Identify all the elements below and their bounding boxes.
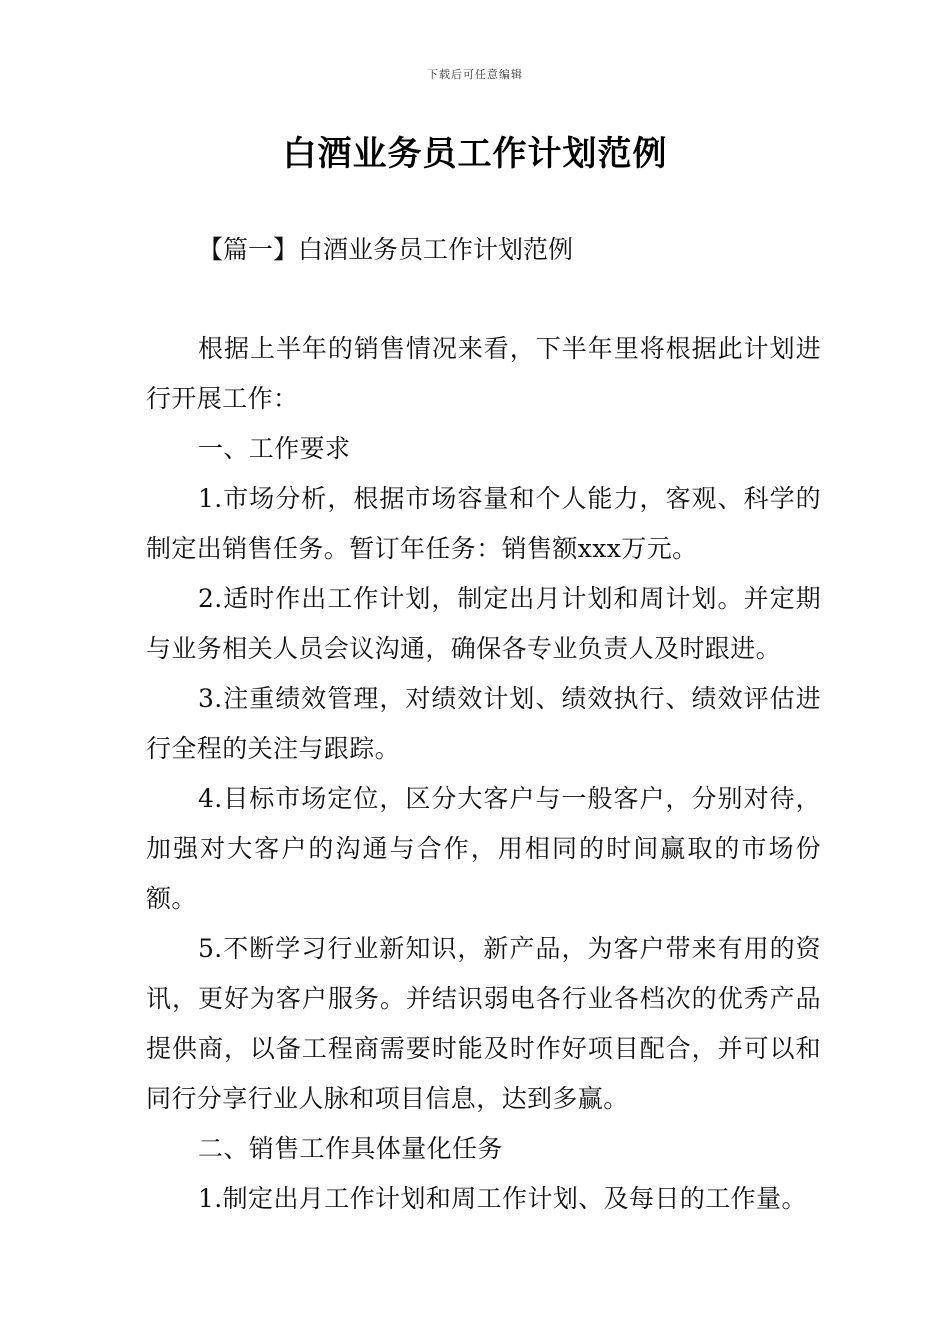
paragraph-item-1: 1.市场分析，根据市场容量和个人能力，客观、科学的制定出销售任务。暂订年任务：销售额xxx万元。 bbox=[146, 484, 821, 563]
paragraph-intro: 根据上半年的销售情况来看，下半年里将根据此计划进行开展工作： bbox=[146, 334, 821, 413]
header-note: 下载后可任意编辑 bbox=[427, 68, 523, 81]
paragraph-task-1: 1.制定出月工作计划和周工作计划、及每日的工作量。 bbox=[198, 1184, 807, 1213]
paragraph-heading-sales-tasks: 二、销售工作具体量化任务 bbox=[198, 1134, 503, 1163]
paragraph-item-2: 2.适时作出工作计划，制定出月计划和周计划。并定期与业务相关人员会议沟通，确保各专业负责人及时跟进。 bbox=[146, 584, 821, 663]
document-body bbox=[146, 324, 821, 1224]
paragraph-item-3: 3.注重绩效管理，对绩效计划、绩效执行、绩效评估进行全程的关注与跟踪。 bbox=[146, 684, 821, 763]
section-heading: 【篇一】白酒业务员工作计划范例 bbox=[198, 235, 574, 264]
paragraph-item-5: 5.不断学习行业新知识，新产品，为客户带来有用的资讯，更好为客户服务。并结识弱电各行业各档次的优秀产品提供商，以备工程商需要时能及时作好项目配合，并可以和同行分享行业人脉和项目信息，达到多赢。 bbox=[146, 934, 821, 1113]
page-title: 白酒业务员工作计划范例 bbox=[282, 134, 668, 174]
paragraph-heading-work-requirements: 一、工作要求 bbox=[198, 434, 351, 463]
paragraph-item-4: 4.目标市场定位，区分大客户与一般客户，分别对待，加强对大客户的沟通与合作，用相同的时间赢取的市场份额。 bbox=[146, 784, 821, 913]
